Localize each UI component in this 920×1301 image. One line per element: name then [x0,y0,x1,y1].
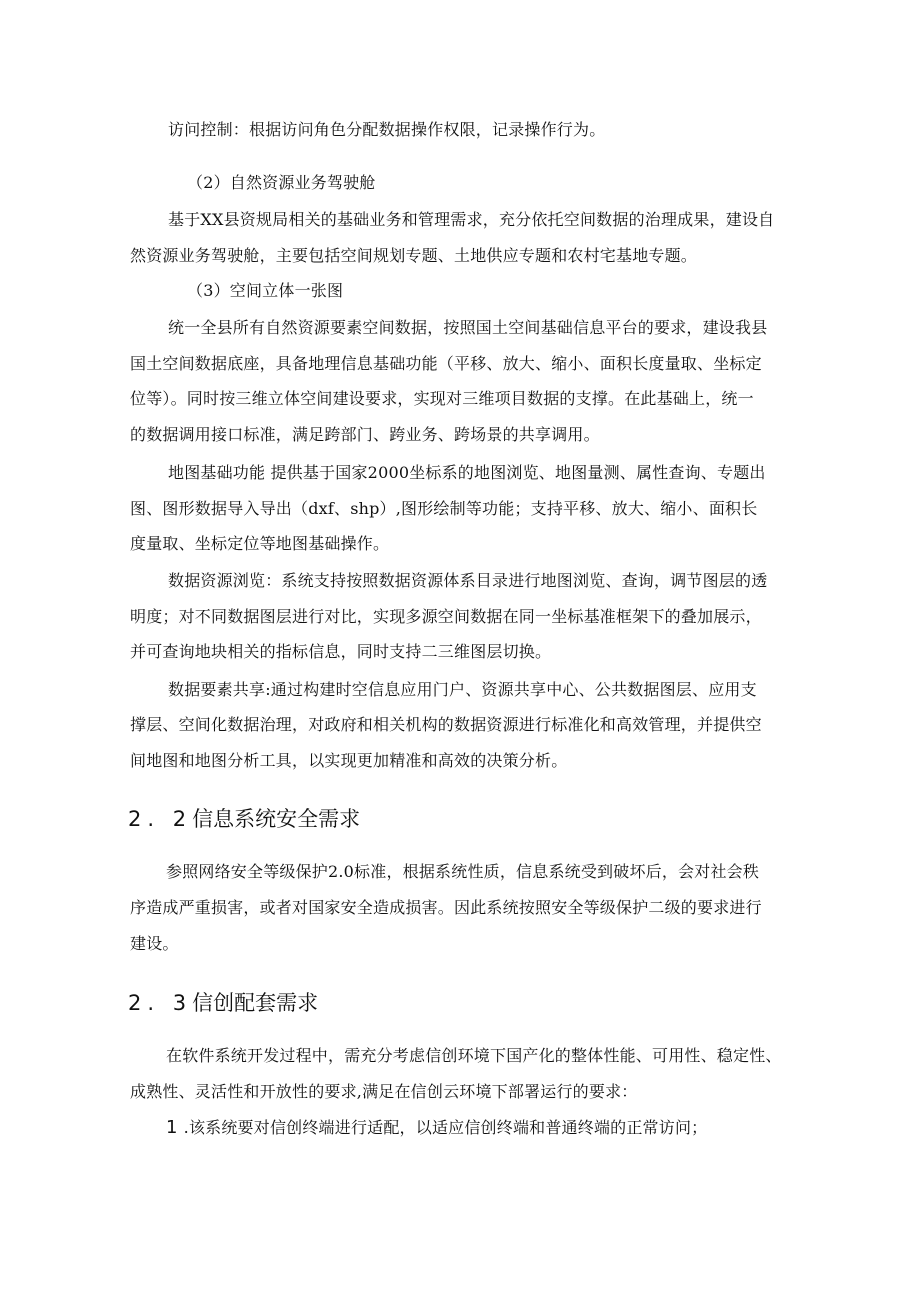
list-item-1 [166,1116,707,1140]
subheading-cockpit: （2）自然资源业务驾驶舱 [187,173,376,192]
section-2-3-line-1: 在软件系统开发过程中，需充分考虑信创环境下国产化的整体性能、可用性、稳定性、 [166,1046,782,1065]
section-heading-2-2 [128,804,360,834]
section-number-2-3: 2. 3 [128,991,193,1015]
list-item-1-text: .该系统要对信创终端进行适配，以适应信创终端和普通终端的正常访问； [183,1118,708,1137]
paragraph-share-line-2: 撑层、空间化数据治理，对政府和相关机构的数据资源进行标准化和高效管理，并提供空 [130,715,762,734]
paragraph-browse-line-3: 并可查询地块相关的指标信息，同时支持二三维图层切换。 [130,642,552,661]
section-title-2-2: 信息系统安全需求 [192,807,361,831]
paragraph-cockpit-line-2: 然资源业务驾驶舱，主要包括空间规划专题、土地供应专题和农村宅基地专题。 [130,246,698,265]
paragraph-map-line-3: 位等）。同时按三维立体空间建设要求，实现对三维项目数据的支撑。在此基础上，统一 [130,389,754,408]
paragraph-basemap-line-1: 地图基础功能 提供基于国家2000坐标系的地图浏览、地图量测、属性查询、专题出 [168,463,766,482]
paragraph-cockpit-line-1: 基于XX县资规局相关的基础业务和管理需求，充分依托空间数据的治理成果，建设自 [168,210,775,229]
paragraph-basemap-line-2: 图、图形数据导入导出（dxf、shp）,图形绘制等功能；支持平移、放大、缩小、面积长 [130,499,758,518]
paragraph-map-line-4: 的数据调用接口标准，满足跨部门、跨业务、跨场景的共享调用。 [130,425,600,444]
list-item-1-number: 1 [166,1117,178,1138]
section-title-2-3: 信创配套需求 [192,991,319,1015]
section-2-3-line-2: 成熟性、灵活性和开放性的要求,满足在信创云环境下部署运行的要求： [130,1082,638,1101]
paragraph-access-control: 访问控制：根据访问角色分配数据操作权限，记录操作行为。 [168,120,606,139]
paragraph-share-line-3: 间地图和地图分析工具，以实现更加精准和高效的决策分析。 [130,751,568,770]
paragraph-share-line-1: 数据要素共享:通过构建时空信息应用门户、资源共享中心、公共数据图层、应用支 [168,680,757,699]
section-heading-2-3 [128,988,318,1018]
section-2-2-line-3: 建设。 [130,934,179,953]
section-2-2-line-1: 参照网络安全等级保护2.0标准，根据系统性质，信息系统受到破坏后，会对社会秩 [166,862,760,881]
section-number-2-2: 2. 2 [128,807,193,831]
subheading-map: （3）空间立体一张图 [187,281,344,300]
paragraph-map-line-2: 国土空间数据底座，具备地理信息基础功能（平移、放大、缩小、面积长度量取、坐标定 [130,354,762,373]
paragraph-browse-line-1: 数据资源浏览：系统支持按照数据资源体系目录进行地图浏览、查询，调节图层的透 [168,571,768,590]
paragraph-basemap-line-3: 度量取、坐标定位等地图基础操作。 [130,534,390,553]
paragraph-browse-line-2: 明度；对不同数据图层进行对比，实现多源空间数据在同一坐标基准框架下的叠加展示， [130,607,762,626]
paragraph-map-line-1: 统一全县所有自然资源要素空间数据，按照国土空间基础信息平台的要求，建设我县 [168,318,768,337]
section-2-2-line-2: 序造成严重损害，或者对国家安全造成损害。因此系统按照安全等级保护二级的要求进行 [130,898,762,917]
